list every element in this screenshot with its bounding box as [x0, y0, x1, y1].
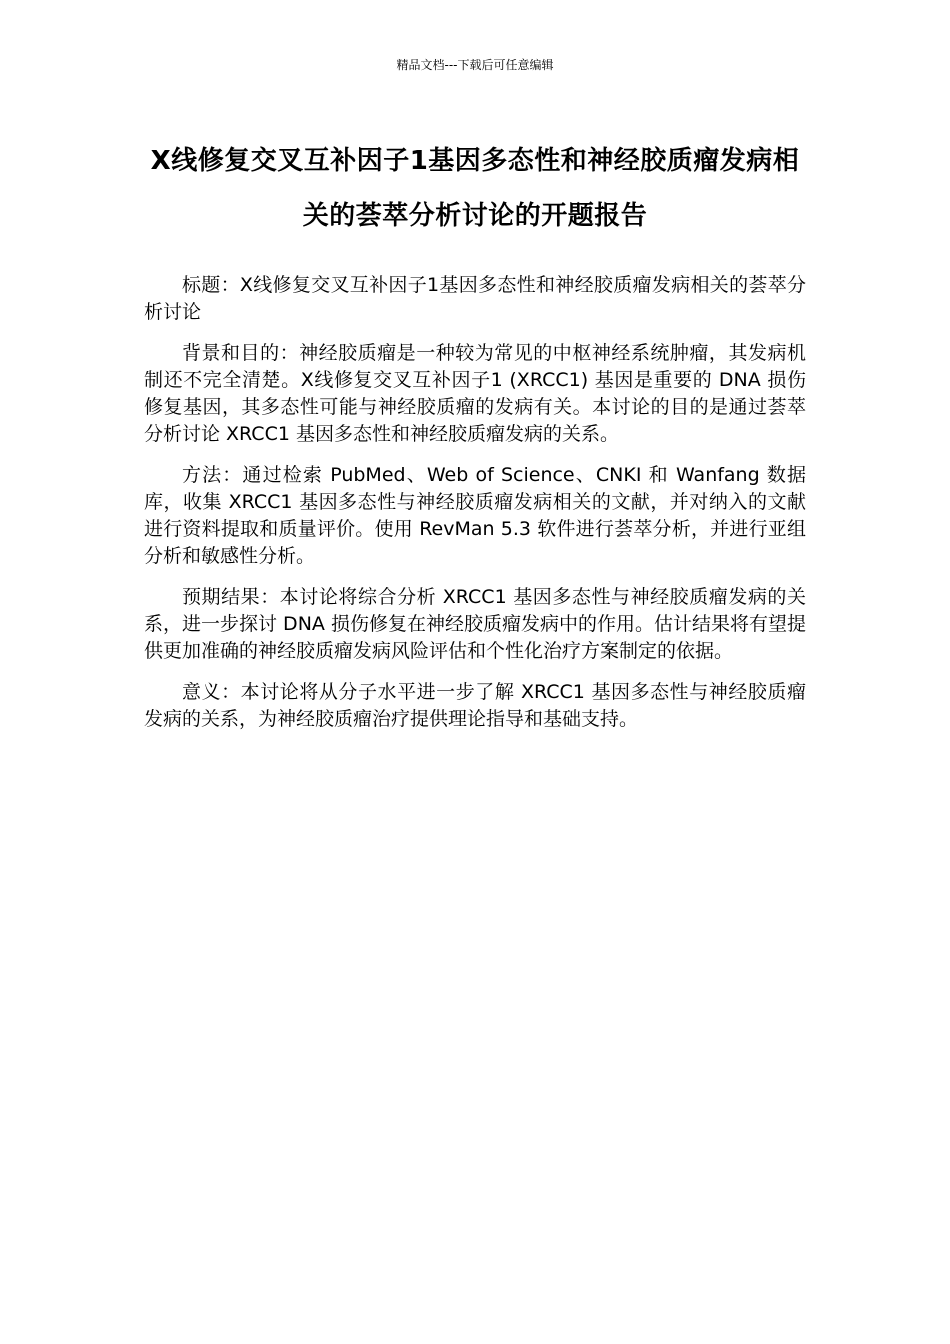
paragraph-methods: 方法：通过检索 PubMed、Web of Science、CNKI 和 Wanfang 数据库，收集 XRCC1 基因多态性与神经胶质瘤发病相关的文献，并对纳入的文献进行资料提取和质量评价。使用 RevMan 5.3 软件进行荟萃分析，并进行亚组分析和敏感性分析。	[144, 464, 806, 567]
paragraph-background: 背景和目的：神经胶质瘤是一种较为常见的中枢神经系统肿瘤，其发病机制还不完全清楚。X线修复交叉互补因子1 (XRCC1) 基因是重要的 DNA 损伤修复基因，其多态性可能与神经胶质瘤的发病有关。本讨论的目的是通过荟萃分析讨论 XRCC1 基因多态性和神经胶质瘤发病的关系。	[144, 342, 806, 445]
paragraph-expected-results: 预期结果：本讨论将综合分析 XRCC1 基因多态性与神经胶质瘤发病的关系，进一步探讨 DNA 损伤修复在神经胶质瘤发病中的作用。估计结果将有望提供更加准确的神经胶质瘤发病风险评估和个性化治疗方案制定的依据。	[144, 586, 806, 662]
header-note: 精品文档---下载后可任意编辑	[396, 58, 554, 72]
paragraph-significance: 意义：本讨论将从分子水平进一步了解 XRCC1 基因多态性与神经胶质瘤发病的关系，为神经胶质瘤治疗提供理论指导和基础支持。	[144, 681, 806, 730]
document-title: X线修复交叉互补因子1基因多态性和神经胶质瘤发病相关的荟萃分析讨论的开题报告	[150, 146, 800, 231]
paragraph-title-statement: 标题：X线修复交叉互补因子1基因多态性和神经胶质瘤发病相关的荟萃分析讨论	[144, 274, 806, 323]
document-body	[144, 272, 806, 747]
